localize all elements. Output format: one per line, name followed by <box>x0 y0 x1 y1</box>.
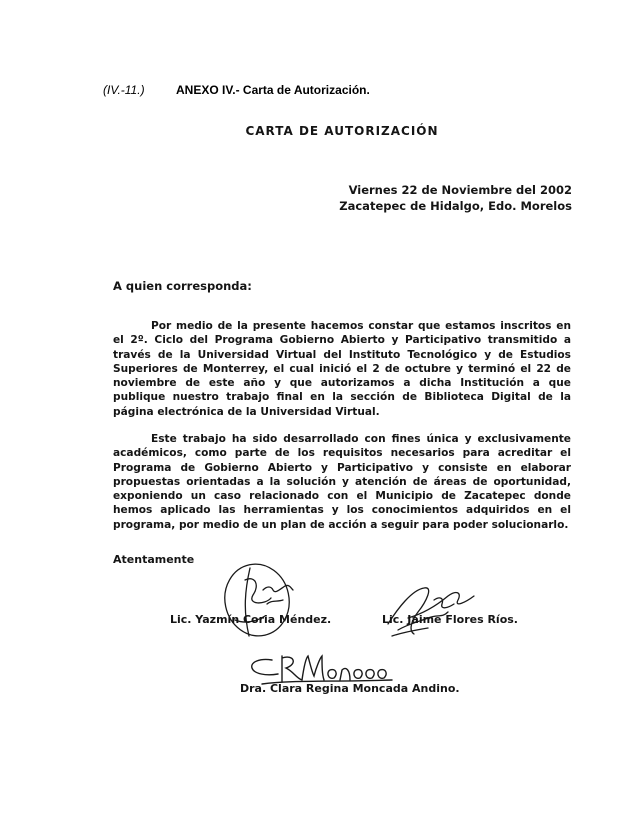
signature-1-image <box>205 560 315 640</box>
annex-title: ANEXO IV.- Carta de Autorización. <box>176 83 370 97</box>
signer-2-name: Lic. Jaime Flores Ríos. <box>382 613 518 626</box>
letter-title: CARTA DE AUTORIZACIÓN <box>245 124 439 138</box>
letter-greeting: A quien corresponda: <box>113 279 252 293</box>
letter-date-block <box>339 182 572 214</box>
letter-closing: Atentamente <box>113 553 195 566</box>
letter-paragraph-2: Este trabajo ha sido desarrollado con fines única y exclusivamente académicos, como parte de los requisitos necesarios para acreditar el Programa de Gobierno Abierto y Participativo y consiste en elaborar propuestas orientadas a la solución y atención de áreas de oportunidad, exponiendo un caso relacionado con el Municipio de Zacatepec donde hemos aplicado las herramientas y los conocimientos adquiridos en el programa, por medio de un plan de acción a seguir para poder solucionarlo. <box>113 433 571 531</box>
signer-1-name: Lic. Yazmín Coria Méndez. <box>170 613 332 626</box>
signature-2-image <box>378 578 488 642</box>
letter-date: Viernes 22 de Noviembre del 2002 <box>348 183 572 197</box>
annex-reference: (IV.-11.) <box>103 83 145 97</box>
letter-place: Zacatepec de Hidalgo, Edo. Morelos <box>339 199 572 213</box>
letter-paragraph-1: Por medio de la presente hacemos constar que estamos inscritos en el 2º. Ciclo del Programa Gobierno Abierto y Participativo transmitido a través de la Universidad Virtual del Instituto Tecnológico y de Estudios Superiores de Monterrey, el cual inició el 2 de octubre y terminó el 22 de noviembre de este año y que autorizamos a dicha Institución a que publique nuestro trabajo final en la sección de Biblioteca Digital de la página electrónica de la Universidad Virtual. <box>113 320 571 418</box>
signer-3-name: Dra. Clara Regina Moncada Andino. <box>240 682 460 695</box>
